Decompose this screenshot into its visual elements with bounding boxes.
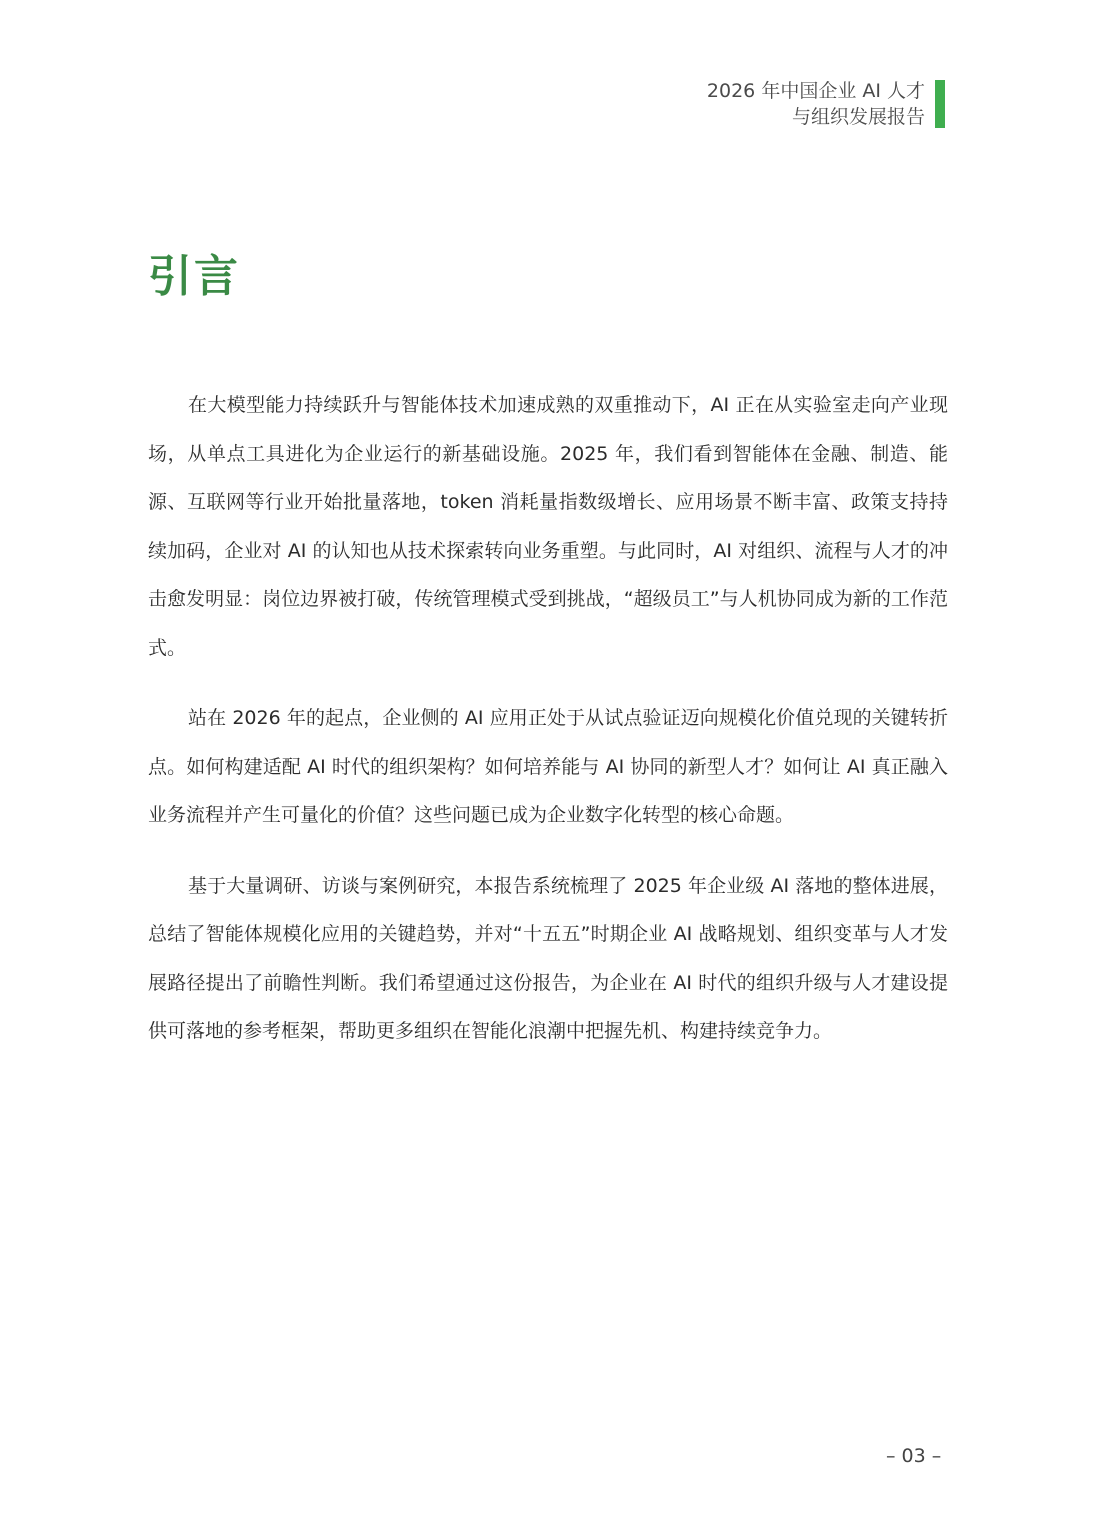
running-header: [707, 78, 925, 130]
header-line-2: 与组织发展报告: [791, 106, 925, 128]
paragraph-2: 站在 2026 年的起点，企业侧的 AI 应用正处于从试点验证迈向规模化价值兑现的关键转折点。如何构建适配 AI 时代的组织架构？如何培养能与 AI 协同的新型人才？如何让 AI 真正融入业务流程并产生可量化的价值？这些问题已成为企业数字化转型的核心命题。: [148, 707, 948, 826]
page-number: – 03 –: [886, 1445, 942, 1467]
header-accent-bar: [935, 80, 945, 128]
header-line-1: 2026 年中国企业 AI 人才: [706, 80, 925, 102]
paragraph-1: 在大模型能力持续跃升与智能体技术加速成熟的双重推动下，AI 正在从实验室走向产业现场，从单点工具进化为企业运行的新基础设施。2025 年，我们看到智能体在金融、制造、能源、互联网等行业开始批量落地，token 消耗量指数级增长、应用场景不断丰富、政策支持持续加码，企业对 AI 的认知也从技术探索转向业务重塑。与此同时，AI 对组织、流程与人才的冲击愈发明显：岗位边界被打破，传统管理模式受到挑战，“超级员工”与人机协同成为新的工作范式。: [148, 394, 948, 659]
page-title: 引言: [148, 251, 240, 302]
body-text: [148, 381, 948, 1078]
paragraph-3: 基于大量调研、访谈与案例研究，本报告系统梳理了 2025 年企业级 AI 落地的整体进展，总结了智能体规模化应用的关键趋势，并对“十五五”时期企业 AI 战略规划、组织变革与人才发展路径提出了前瞻性判断。我们希望通过这份报告，为企业在 AI 时代的组织升级与人才建设提供可落地的参考框架，帮助更多组织在智能化浪潮中把握先机、构建持续竞争力。: [148, 874, 948, 1042]
